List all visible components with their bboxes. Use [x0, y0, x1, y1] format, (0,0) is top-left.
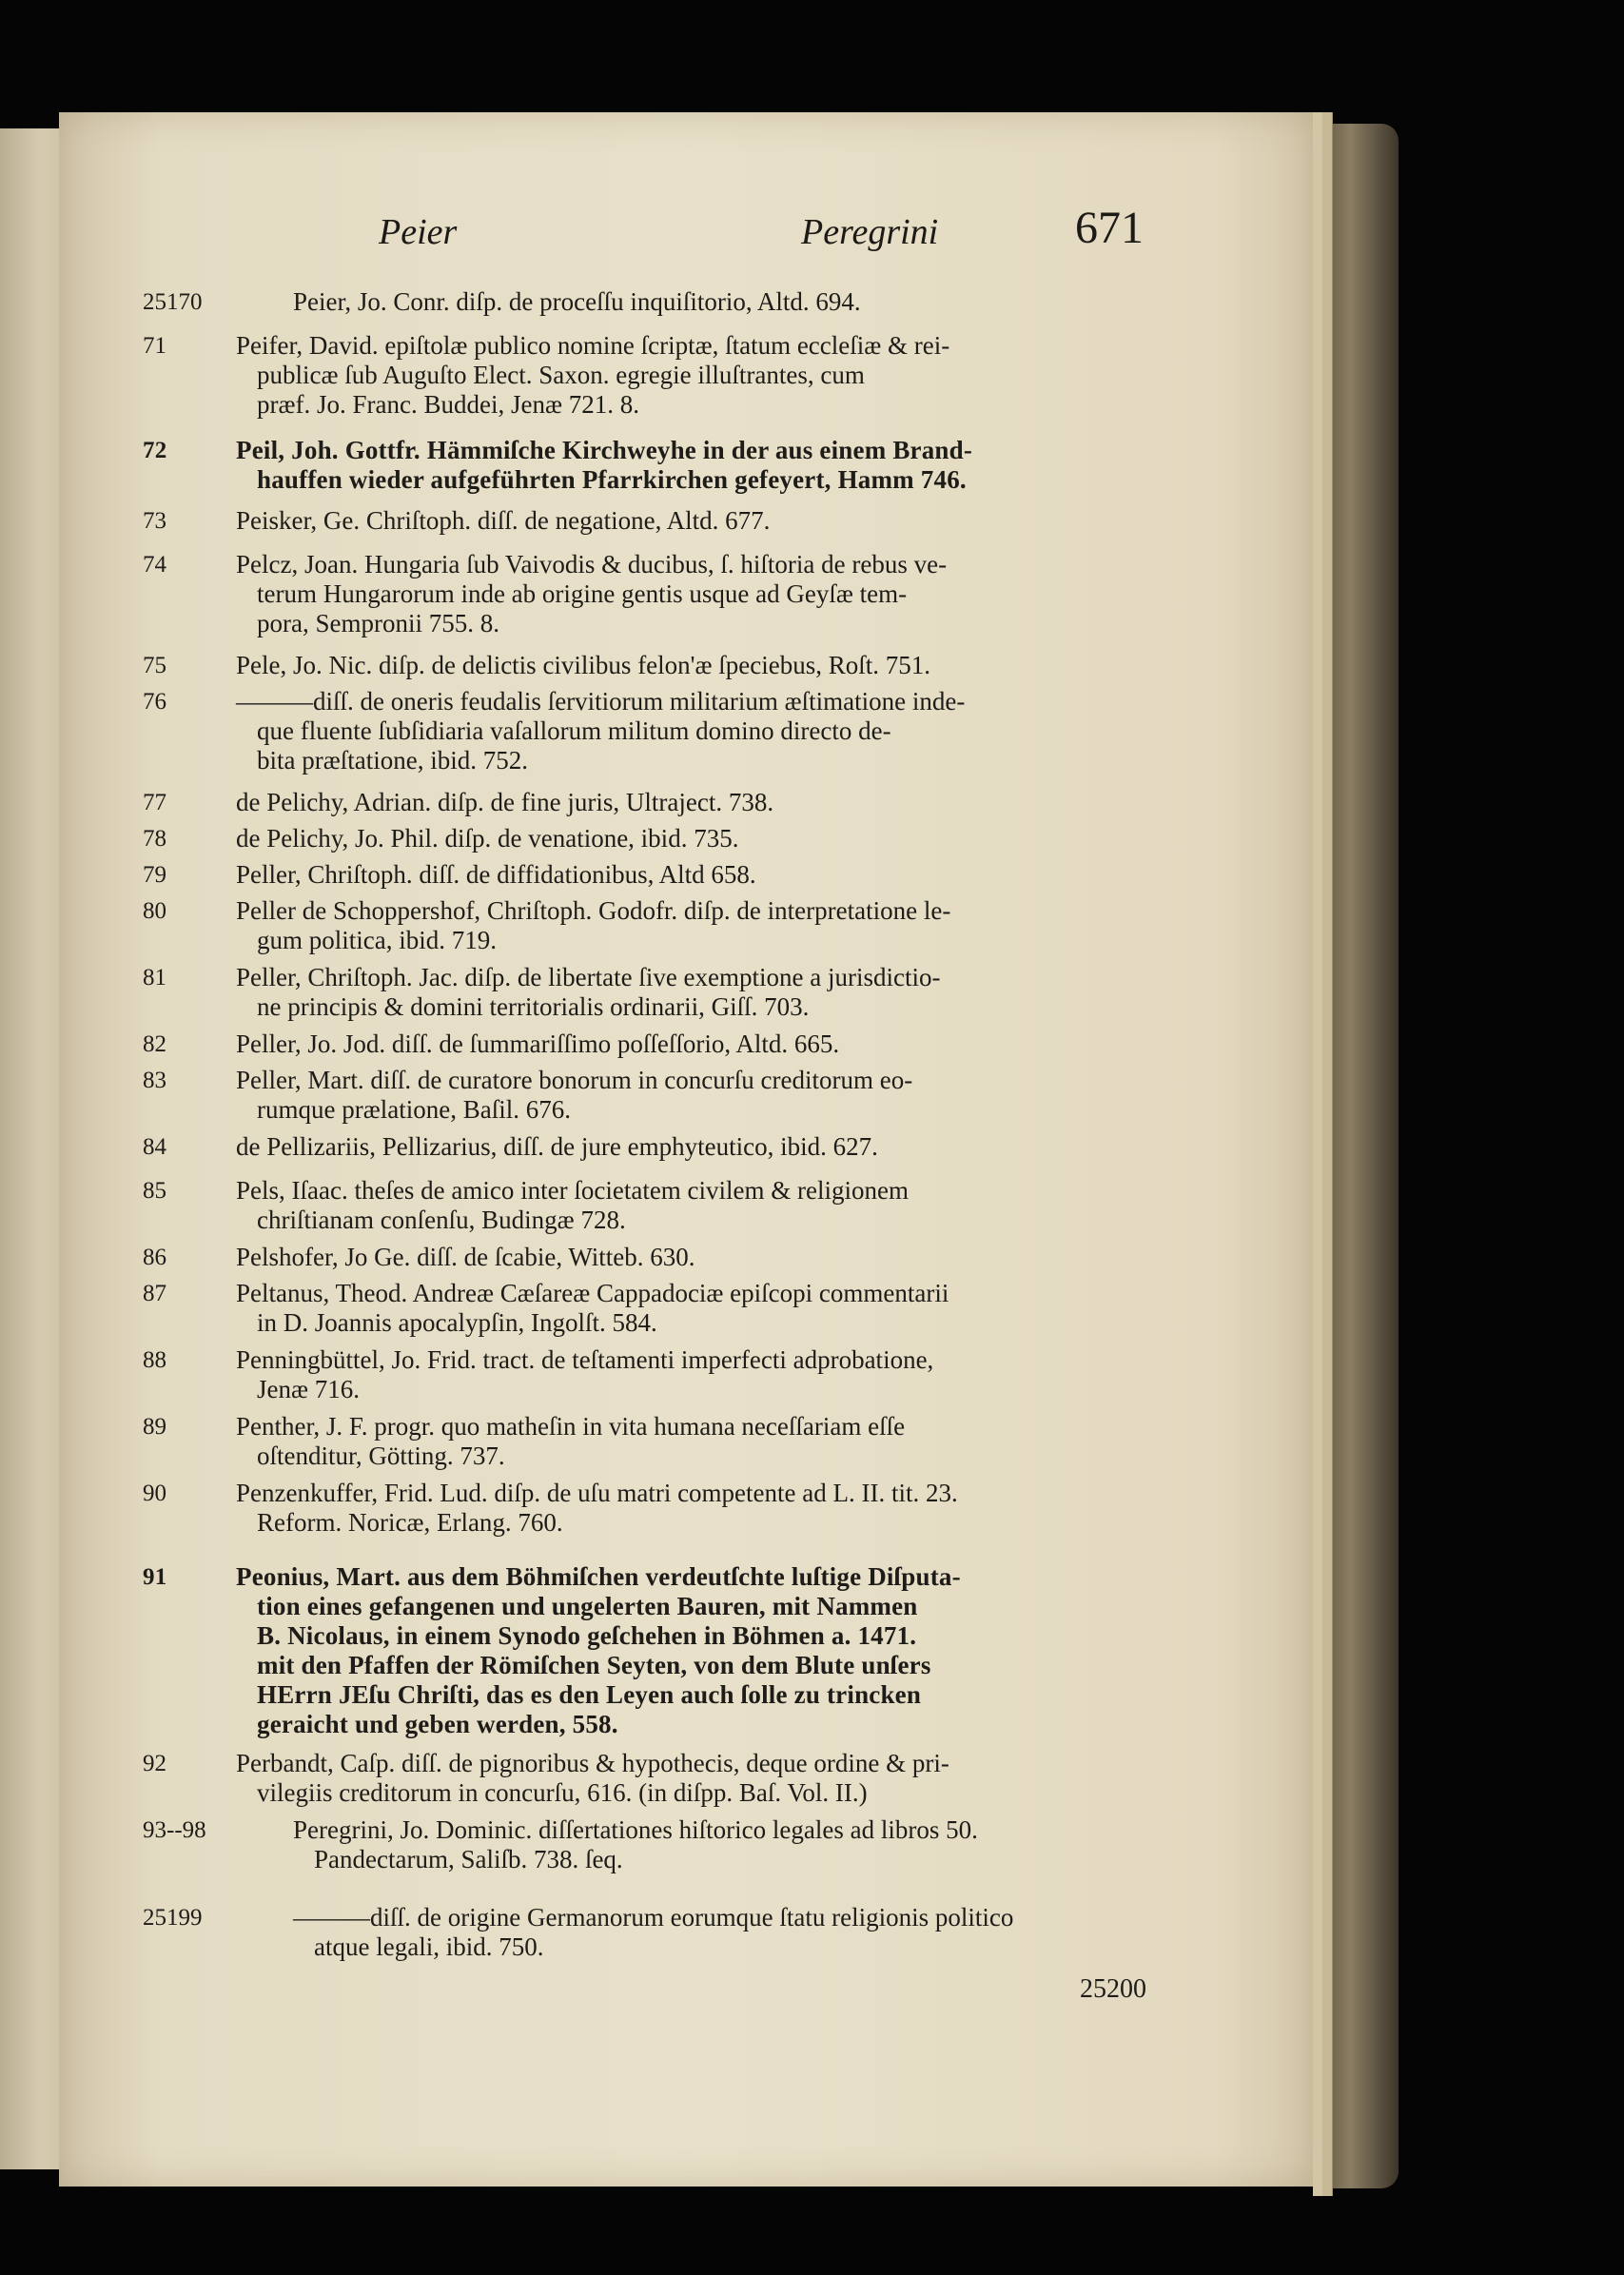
entry-line: Peller, Chriſtoph. Jac. diſp. de libertate ſive exemptione a jurisdictio-: [236, 963, 941, 991]
entry-line: Pelcz, Joan. Hungaria ſub Vaivodis & ducibus, ſ. hiſtoria de rebus ve-: [236, 550, 948, 579]
entry-line: de Pelichy, Jo. Phil. diſp. de venatione, ibid. 735.: [236, 824, 739, 853]
entry-number: 87: [143, 1281, 166, 1306]
entry-line: de Pellizariis, Pellizarius, diſſ. de jure emphyteutico, ibid. 627.: [236, 1132, 878, 1161]
entry-line: Peltanus, Theod. Andreæ Cæſareæ Cappadociæ epiſcopi commentarii: [236, 1279, 949, 1307]
entry-line: ———diſſ. de origine Germanorum eorumque ſtatu religionis politico: [293, 1903, 1014, 1932]
entry-text: [293, 1815, 1187, 1874]
entry-line: bita præſtatione, ibid. 752.: [257, 746, 528, 775]
entry-line: rumque prælatione, Baſil. 676.: [257, 1095, 571, 1124]
entry-text: [236, 896, 1187, 955]
entry-line: Reform. Noricæ, Erlang. 760.: [257, 1508, 563, 1537]
entry-line: Peller de Schoppershof, Chriſtoph. Godofr. diſp. de interpretatione le-: [236, 896, 951, 925]
entry-line: Peonius, Mart. aus dem Böhmiſchen verdeutſchte luſtige Diſputa-: [236, 1562, 961, 1591]
entry-line: B. Nicolaus, in einem Synodo geſchehen in Böhmen a. 1471.: [257, 1621, 917, 1650]
entry-text: [236, 506, 1187, 536]
entry-line: Jenæ 716.: [257, 1375, 360, 1403]
entry-text: [236, 550, 1187, 638]
entry-text: [236, 1066, 1187, 1125]
entry-text: [236, 331, 1187, 420]
entry-line: Pandectarum, Saliſb. 738. ſeq.: [314, 1845, 623, 1873]
entry-text: [236, 1562, 1187, 1739]
entry-number: 77: [143, 790, 166, 815]
entry-number: 84: [143, 1134, 166, 1160]
entry-text: [236, 1243, 1187, 1272]
entry-text: [236, 1749, 1187, 1808]
entry-text: [236, 687, 1187, 775]
entry-line: Pelshofer, Jo Ge. diſſ. de ſcabie, Witteb. 630.: [236, 1243, 695, 1271]
entry-text: [236, 1279, 1187, 1338]
entry-number: 90: [143, 1481, 166, 1506]
entry-line: præf. Jo. Franc. Buddei, Jenæ 721. 8.: [257, 390, 639, 419]
entry-number: 91: [143, 1564, 167, 1590]
entry-number: 86: [143, 1245, 166, 1270]
entry-line: in D. Joannis apocalypſin, Ingolſt. 584.: [257, 1308, 657, 1337]
entry-number: 25199: [143, 1905, 203, 1931]
entry-line: HErrn JEſu Chriſti, das es den Leyen auch ſolle zu trincken: [257, 1680, 922, 1709]
entry-number: 25170: [143, 289, 203, 315]
entry-line: Penzenkuffer, Frid. Lud. diſp. de uſu matri competente ad L. II. tit. 23.: [236, 1479, 958, 1507]
entry-text: [236, 824, 1187, 853]
entry-text: [236, 1412, 1187, 1471]
page-edge: [1322, 112, 1333, 2196]
entry-line: chriſtianam conſenſu, Budingæ 728.: [257, 1206, 626, 1234]
entry-line: Peller, Chriſtoph. diſſ. de diffidationibus, Altd 658.: [236, 860, 756, 889]
entry-line: Peisker, Ge. Chriſtoph. diſſ. de negatione, Altd. 677.: [236, 506, 771, 535]
entry-line: Peier, Jo. Conr. diſp. de proceſſu inquiſitorio, Altd. 694.: [293, 287, 861, 316]
entry-line: Penther, J. F. progr. quo matheſin in vita humana neceſſariam eſſe: [236, 1412, 906, 1441]
entry-number: 85: [143, 1178, 166, 1204]
entry-line: de Pelichy, Adrian. diſp. de fine juris, Ultraject. 738.: [236, 788, 774, 816]
entry-number: 93--98: [143, 1817, 206, 1843]
entry-line: Peregrini, Jo. Dominic. diſſertationes hiſtorico legales ad libros 50.: [293, 1815, 978, 1844]
entry-number: 88: [143, 1347, 166, 1373]
entry-text: [293, 1903, 1187, 1962]
entry-text: [236, 1030, 1187, 1059]
entry-line: hauffen wieder aufgeführten Pfarrkirchen gefeyert, Hamm 746.: [257, 465, 967, 494]
entry-number: 92: [143, 1751, 166, 1776]
running-head-right: Peregrini: [801, 212, 939, 252]
entry-line: vilegiis creditorum in concurſu, 616. (in diſpp. Baſ. Vol. II.): [257, 1778, 868, 1807]
entry-number: 72: [143, 438, 167, 463]
entry-text: [236, 1176, 1187, 1235]
entry-number: 71: [143, 333, 166, 359]
entry-number: 75: [143, 653, 166, 678]
entry-text: [236, 1479, 1187, 1538]
catchword: 25200: [1080, 1974, 1146, 2004]
entry-line: geraicht und geben werden, 558.: [257, 1710, 618, 1738]
entry-line: mit den Pfaffen der Römiſchen Seyten, von dem Blute unſers: [257, 1651, 931, 1679]
entry-line: tion eines gefangenen und ungelerten Bauren, mit Nammen: [257, 1592, 918, 1620]
entry-number: 80: [143, 898, 166, 924]
entry-line: Pels, Iſaac. theſes de amico inter ſocietatem civilem & religionem: [236, 1176, 909, 1205]
entry-text: [293, 287, 1187, 317]
entry-line: Peil, Joh. Gottfr. Hämmiſche Kirchweyhe in der aus einem Brand-: [236, 436, 973, 464]
entry-line: Perbandt, Caſp. diſſ. de pignoribus & hypothecis, deque ordine & pri-: [236, 1749, 949, 1777]
entry-line: que fluente ſubſidiaria vaſallorum militum domino directo de-: [257, 716, 891, 745]
entry-text: [236, 788, 1187, 817]
entry-text: [236, 860, 1187, 890]
entry-line: Peifer, David. epiſtolæ publico nomine ſcriptæ, ſtatum eccleſiæ & rei-: [236, 331, 950, 360]
entry-number: 73: [143, 508, 166, 534]
entry-text: [236, 1132, 1187, 1162]
entry-line: ne principis & domini territorialis ordinarii, Giſſ. 703.: [257, 992, 810, 1021]
book-binding: [1330, 124, 1399, 2188]
entry-number: 83: [143, 1068, 166, 1093]
entry-line: oſtenditur, Götting. 737.: [257, 1441, 505, 1470]
entry-line: Peller, Mart. diſſ. de curatore bonorum in concurſu creditorum eo-: [236, 1066, 913, 1094]
entry-line: terum Hungarorum inde ab origine gentis usque ad Geyſæ tem-: [257, 579, 908, 608]
entry-line: gum politica, ibid. 719.: [257, 926, 497, 954]
entry-text: [236, 1345, 1187, 1404]
entry-line: Penningbüttel, Jo. Frid. tract. de teſtamenti imperfecti adprobatione,: [236, 1345, 934, 1374]
entry-number: 81: [143, 965, 166, 990]
entry-line: Pele, Jo. Nic. diſp. de delictis civilibus felon'æ ſpeciebus, Roſt. 751.: [236, 651, 931, 679]
running-head-left: Peier: [379, 212, 458, 252]
entry-number: 74: [143, 552, 166, 578]
entry-number: 76: [143, 689, 166, 715]
entry-line: atque legali, ibid. 750.: [314, 1932, 544, 1961]
entry-text: [236, 963, 1187, 1022]
page-number: 671: [1075, 203, 1144, 253]
entry-number: 89: [143, 1414, 166, 1440]
entry-text: [236, 436, 1187, 495]
entry-line: ———diſſ. de oneris feudalis ſervitiorum militarium æſtimatione inde-: [236, 687, 966, 716]
entry-number: 82: [143, 1031, 166, 1057]
entry-number: 79: [143, 862, 166, 888]
entry-line: publicæ ſub Auguſto Elect. Saxon. egregie illuſtrantes, cum: [257, 361, 865, 389]
entry-text: [236, 651, 1187, 680]
entry-line: pora, Sempronii 755. 8.: [257, 609, 499, 637]
entry-number: 78: [143, 826, 166, 852]
entry-line: Peller, Jo. Jod. diſſ. de ſummariſſimo poſſeſſorio, Altd. 665.: [236, 1030, 840, 1058]
